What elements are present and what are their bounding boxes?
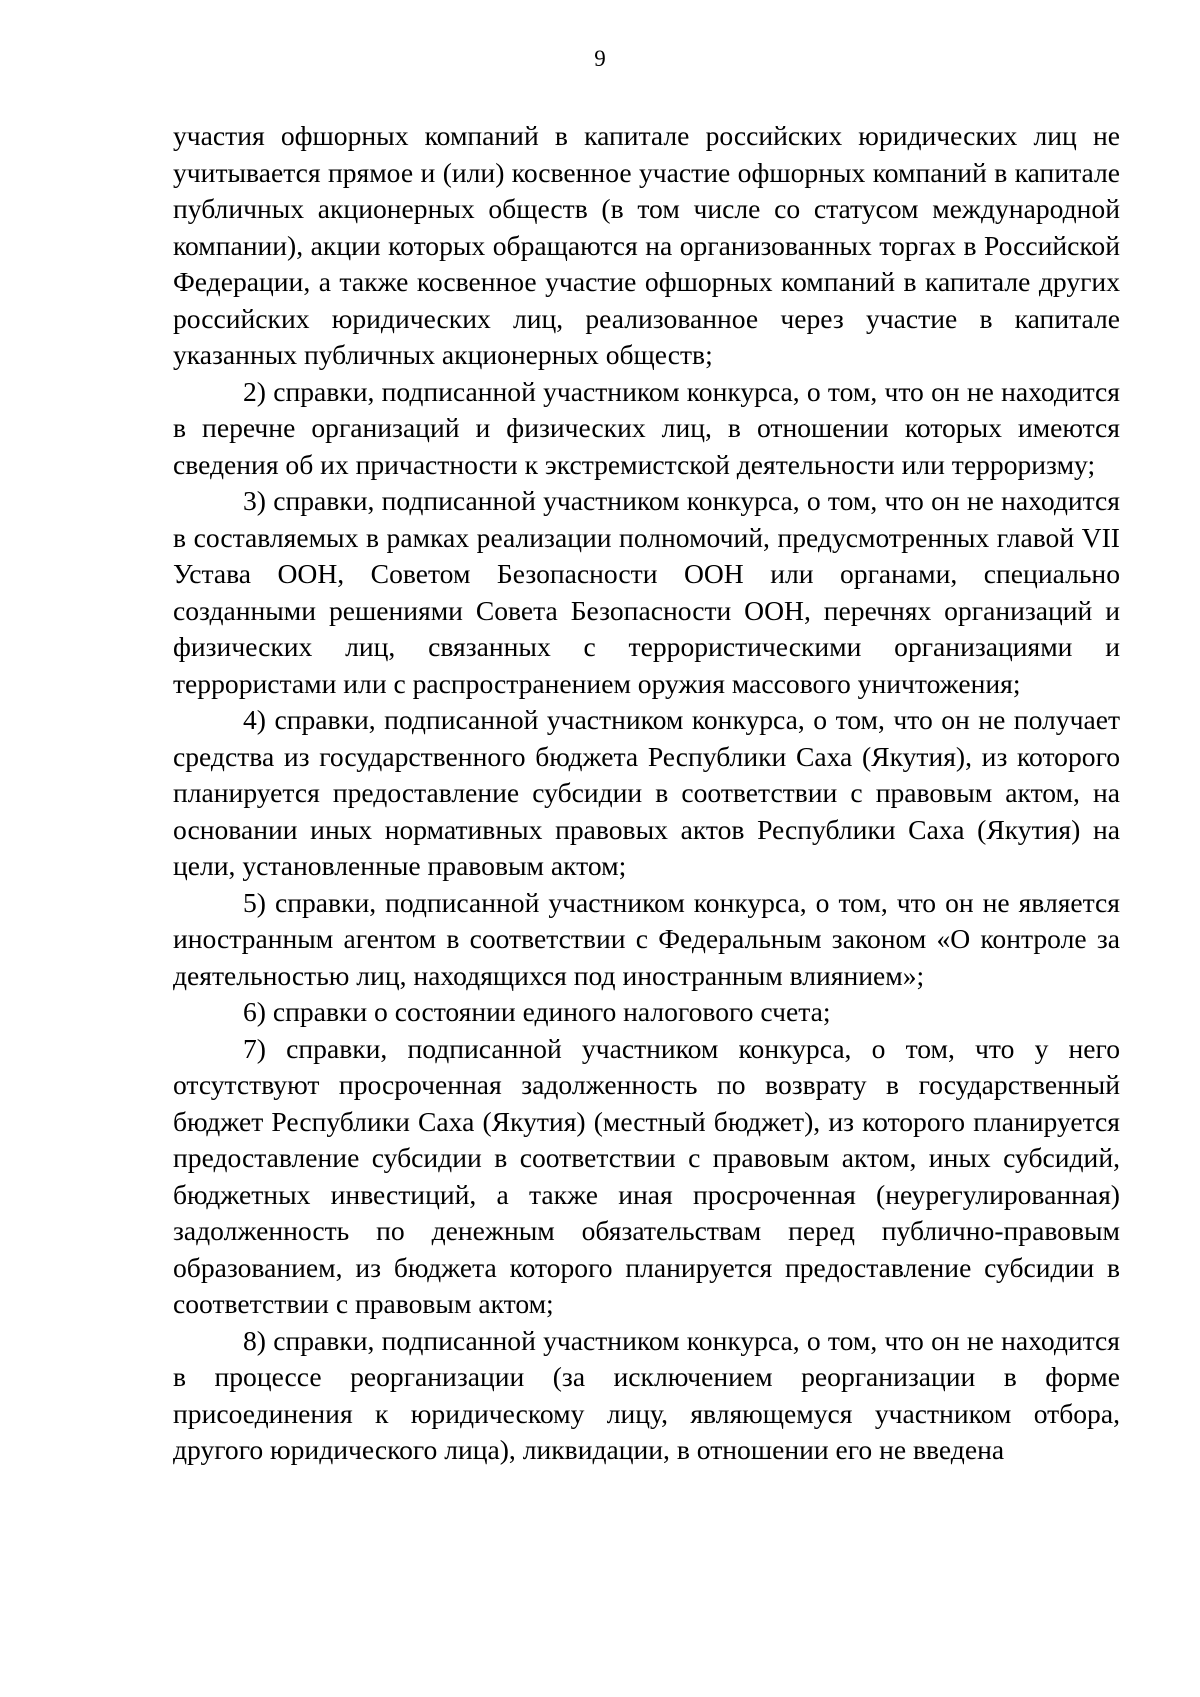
paragraph-continuation: участия офшорных компаний в капитале российских юридических лиц не учитывается прямое и (или) косвенное участие офшорных компаний в капитале публичных акционерных обществ (в том числе со статусом международной компании), акции которых обращаются на организованных торгах в Российской Федерации, а также косвенное участие офшорных компаний в капитале других российских юридических лиц, реализованное через участие в капитале указанных публичных акционерных обществ; bbox=[173, 120, 1120, 370]
paragraph-item-4: 4) справки, подписанной участником конкурса, о том, что он не получает средства из государственного бюджета Республики Саха (Якутия), из которого планируется предоставление субсидии в соответствии с правовым актом, на основании иных нормативных правовых актов Республики Саха (Якутия) на цели, установленные правовым актом; bbox=[173, 704, 1120, 881]
paragraph-item-6: 6) справки о состоянии единого налогового счета; bbox=[243, 996, 831, 1027]
paragraph-item-8: 8) справки, подписанной участником конкурса, о том, что он не находится в процессе реорганизации (за исключением реорганизации в форме присоединения к юридическому лицу, являющемуся участником отбора, другого юридического лица), ликвидации, в отношении его не введена bbox=[173, 1324, 1120, 1465]
paragraph-item-5: 5) справки, подписанной участником конкурса, о том, что он не является иностранным агентом в соответствии с Федеральным законом «О контроле за деятельностью лиц, находящихся под иностранным влиянием»; bbox=[173, 886, 1120, 991]
page-number: 9 bbox=[594, 46, 606, 71]
paragraph-item-3: 3) справки, подписанной участником конкурса, о том, что он не находится в составляемых в рамках реализации полномочий, предусмотренных главой VII Устава ООН, Советом Безопасности ООН или органами, специально созданными решениями Совета Безопасности ООН, перечнях организаций и физических лиц, связанных с террористическими организациями и террористами или с распространением оружия массового уничтожения; bbox=[173, 485, 1120, 699]
document-body bbox=[173, 118, 1120, 1469]
paragraph-item-2: 2) справки, подписанной участником конкурса, о том, что он не находится в перечне организаций и физических лиц, в отношении которых имеются сведения об их причастности к экстремистской деятельности или терроризму; bbox=[173, 375, 1120, 480]
paragraph-item-7: 7) справки, подписанной участником конкурса, о том, что у него отсутствуют просроченная задолженность по возврату в государственный бюджет Республики Саха (Якутия) (местный бюджет), из которого планируется предоставление субсидии в соответствии с правовым актом, иных субсидий, бюджетных инвестиций, а также иная просроченная (неурегулированная) задолженность по денежным обязательствам перед публично-правовым образованием, из бюджета которого планируется предоставление субсидии в соответствии с правовым актом; bbox=[173, 1032, 1120, 1319]
